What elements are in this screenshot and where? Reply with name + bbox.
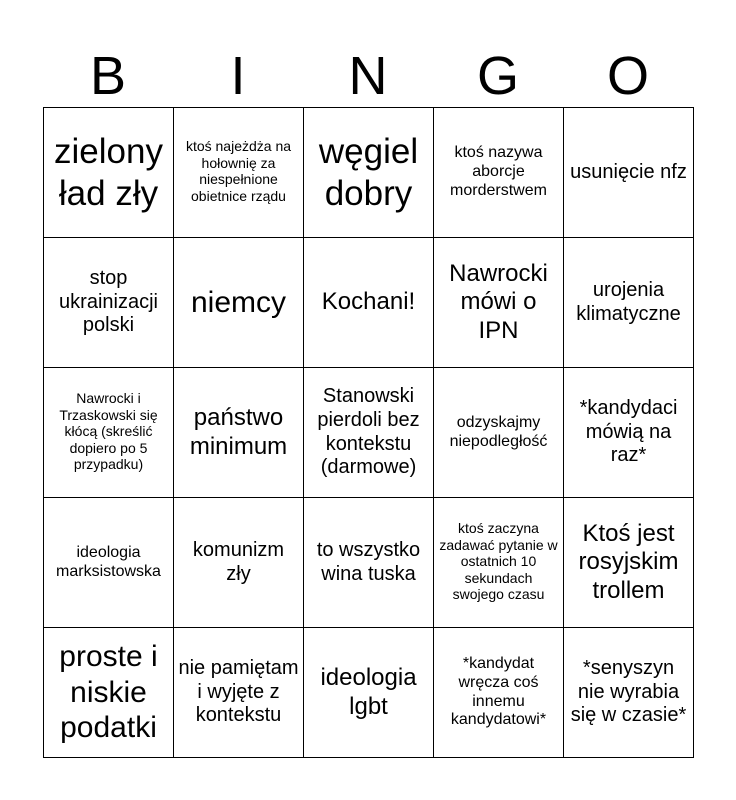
- bingo-cell[interactable]: [564, 108, 694, 238]
- cell-text: *kandydat wręcza coś innemu kandydatowi*: [450, 654, 547, 729]
- bingo-cell[interactable]: [44, 108, 174, 238]
- cell-text: Stanowski pierdoli bez kontekstu (darmowe): [317, 385, 420, 479]
- cell-text: Kochani!: [321, 288, 416, 316]
- cell-text: państwo minimum: [189, 404, 288, 460]
- grid-row: [44, 108, 694, 238]
- bingo-cell[interactable]: [304, 498, 434, 628]
- bingo-cell[interactable]: [304, 628, 434, 758]
- cell-text: komunizm zły: [192, 538, 285, 585]
- cell-text: odzyskajmy niepodległość: [449, 413, 548, 450]
- bingo-cell[interactable]: [174, 628, 304, 758]
- cell-text: nie pamiętam i wyjęte z kontekstu: [178, 657, 299, 727]
- cell-text: niemcy: [190, 285, 287, 319]
- cell-text: *senyszyn nie wyrabia się w czasie*: [570, 657, 687, 727]
- bingo-header: [43, 46, 693, 106]
- header-letter-n: N: [348, 46, 388, 106]
- cell-text: Nawrocki i Trzaskowski się kłócą (skreślić dopiero po 5 przypadku): [59, 390, 158, 473]
- cell-text: urojenia klimatyczne: [576, 278, 681, 325]
- bingo-cell[interactable]: [44, 238, 174, 368]
- cell-text: to wszystko wina tuska: [316, 538, 421, 585]
- header-letter-i: I: [230, 46, 246, 106]
- bingo-cell[interactable]: [304, 238, 434, 368]
- cell-text: ideologia marksistowska: [56, 543, 161, 580]
- cell-text: ktoś nazywa aborcje morderstwem: [450, 144, 547, 199]
- bingo-cell[interactable]: [174, 498, 304, 628]
- cell-text: węgiel dobry: [318, 132, 419, 213]
- bingo-cell[interactable]: [304, 108, 434, 238]
- cell-text: ideologia lgbt: [320, 664, 417, 720]
- cell-text: zielony ład zły: [54, 132, 163, 213]
- cell-text: ktoś najeżdża na hołownię za niespełnione obietnice rządu: [185, 138, 292, 204]
- grid-row: [44, 498, 694, 628]
- cell-text: stop ukrainizacji polski: [59, 267, 158, 337]
- cell-text: Ktoś jest rosyjskim trollem: [578, 520, 679, 604]
- bingo-cell[interactable]: [434, 368, 564, 498]
- grid-row: [44, 368, 694, 498]
- bingo-cell[interactable]: [434, 498, 564, 628]
- bingo-cell[interactable]: [174, 238, 304, 368]
- bingo-cell[interactable]: [434, 108, 564, 238]
- bingo-cell[interactable]: [564, 628, 694, 758]
- cell-text: proste i niskie podatki: [59, 640, 158, 745]
- header-letter-b: B: [89, 46, 127, 106]
- bingo-cell[interactable]: [564, 238, 694, 368]
- header-letter-g: G: [476, 46, 519, 106]
- bingo-cell[interactable]: [44, 628, 174, 758]
- bingo-cell[interactable]: [434, 238, 564, 368]
- bingo-cell[interactable]: [44, 368, 174, 498]
- cell-text: *kandydaci mówią na raz*: [579, 397, 678, 467]
- header-letter-o: O: [606, 46, 649, 106]
- bingo-cell[interactable]: [304, 368, 434, 498]
- cell-text: ktoś zaczyna zadawać pytanie w ostatnich 10 sekundach swojego czasu: [439, 520, 558, 603]
- bingo-grid: [43, 107, 694, 758]
- bingo-cell[interactable]: [174, 368, 304, 498]
- cell-text: usunięcie nfz: [570, 160, 687, 183]
- bingo-cell[interactable]: [174, 108, 304, 238]
- bingo-cell[interactable]: [434, 628, 564, 758]
- bingo-cell[interactable]: [44, 498, 174, 628]
- grid-row: [44, 628, 694, 758]
- bingo-cell[interactable]: [564, 498, 694, 628]
- grid-row: [44, 238, 694, 368]
- cell-text: Nawrocki mówi o IPN: [449, 260, 548, 344]
- bingo-cell[interactable]: [564, 368, 694, 498]
